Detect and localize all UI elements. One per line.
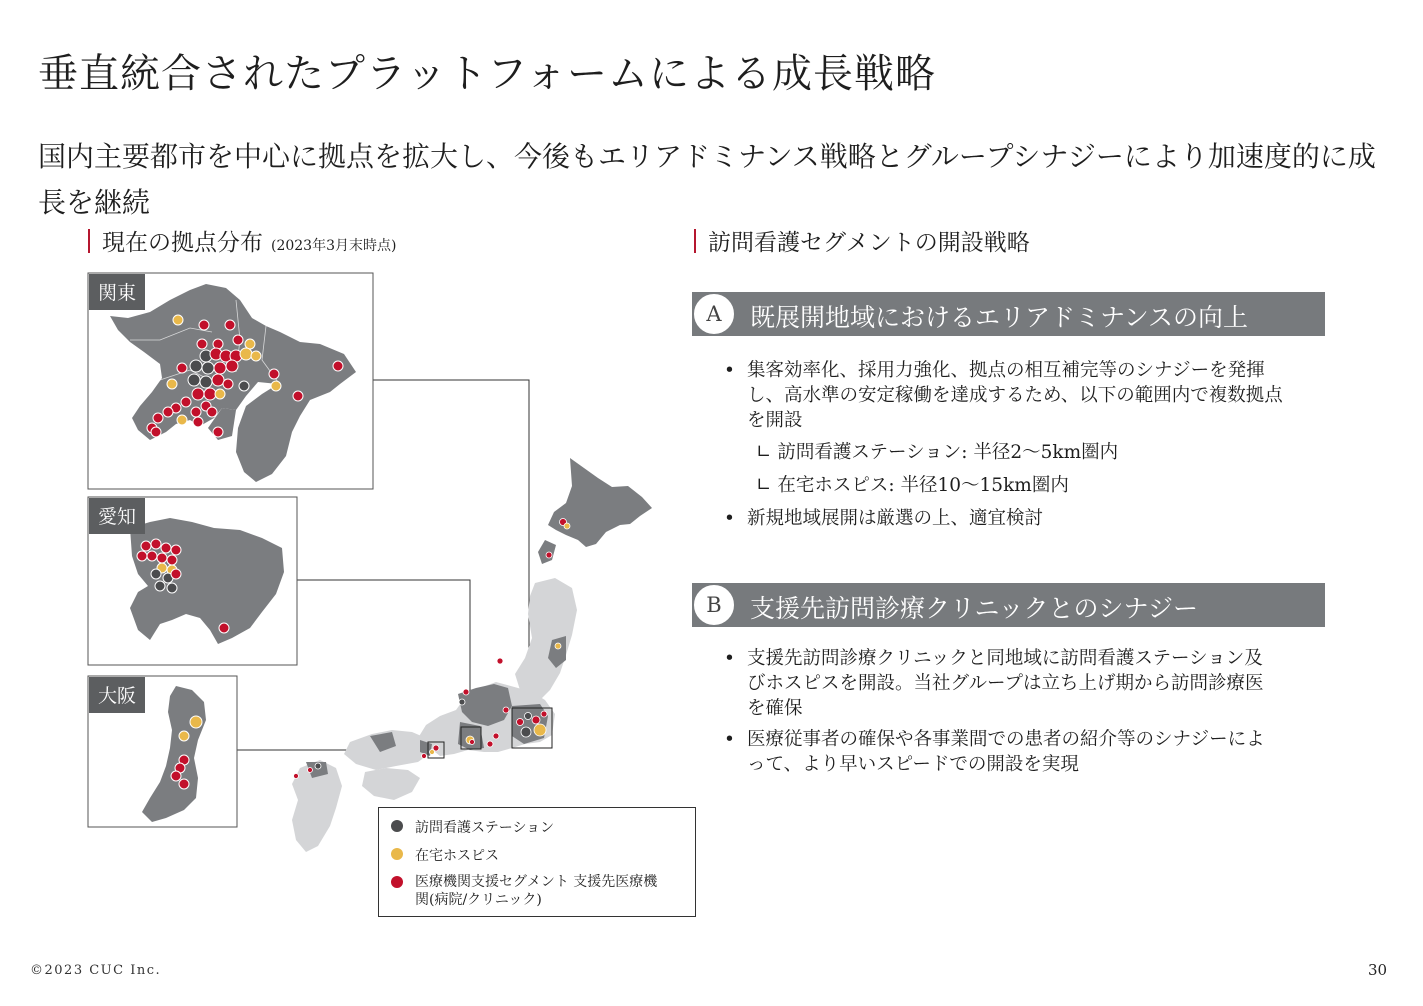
aichi-label: 愛知: [97, 506, 137, 528]
dark-dot-icon: [391, 820, 403, 832]
bullet-item: • 支援先訪問診療クリニックと同地域に訪問看護ステーション及びホスピスを開設。当社グループは立ち上げ期から訪問診療医を確保: [722, 646, 1267, 721]
legend-item-medical-support: [391, 873, 665, 909]
legend-label: 医療機関支援セグメント 支援先医療機関(病院/クリニック): [415, 874, 658, 908]
strategy-a-title: 既展開地域におけるエリアドミナンスの向上: [750, 303, 1249, 332]
strategy-b-band: [692, 583, 1325, 627]
yellow-dot-icon: [391, 848, 403, 860]
strategy-b-bullets: [722, 646, 1312, 777]
page-title: 垂直統合されたプラットフォームによる成長戦略: [38, 51, 936, 97]
strategy-a-band: [692, 292, 1325, 336]
location-map: [0, 0, 720, 930]
legend-label: 訪問看護ステーション: [415, 820, 555, 836]
osaka-map: [88, 676, 237, 827]
red-dot-icon: [391, 876, 403, 888]
legend-item-nursing-station: [391, 817, 554, 837]
strategy-section-title: 訪問看護セグメントの開設戦略: [708, 230, 1030, 256]
kanto-map: [88, 273, 373, 489]
strategy-b-title: 支援先訪問診療クリニックとのシナジー: [750, 594, 1199, 623]
legend-label: 在宅ホスピス: [415, 848, 499, 864]
strategy-b-badge: B: [692, 583, 736, 627]
legend-item-hospice: [391, 845, 499, 865]
sub-item: ∟ 在宅ホスピス: 半径10〜15km圏内: [756, 475, 1069, 496]
sub-item: ∟ 訪問看護ステーション: 半径2〜5km圏内: [756, 442, 1119, 463]
bullet-item: • 集客効率化、採用力強化、拠点の相互補完等のシナジーを発揮し、高水準の安定稼働を達成するため、以下の範囲内で複数拠点を開設: [722, 358, 1292, 433]
bullet-item: • 医療従事者の確保や各事業間での患者の紹介等のシナジーによって、より早いスピードでの開設を実現: [722, 727, 1267, 777]
map-legend: [378, 807, 696, 917]
aichi-map: [88, 497, 297, 665]
strategy-a-badge: A: [692, 292, 736, 336]
strategy-a-bullets: [722, 358, 1312, 531]
copyright: ©2023 CUC Inc.: [30, 963, 162, 978]
map-section-title: 現在の拠点分布: [102, 230, 263, 256]
map-section-note: (2023年3月末時点): [271, 238, 397, 254]
japan-map: [292, 458, 652, 852]
page-number: 30: [1368, 961, 1388, 979]
kanto-label: 関東: [97, 282, 137, 304]
osaka-label: 大阪: [97, 685, 137, 707]
page-subtitle: 国内主要都市を中心に拠点を拡大し、今後もエリアドミナンス戦略とグループシナジーにより加速度的に成長を継続: [38, 140, 1376, 219]
strategy-section-heading: [694, 224, 1030, 257]
bullet-item: • 新規地域展開は厳選の上、適宜検討: [722, 506, 1312, 531]
